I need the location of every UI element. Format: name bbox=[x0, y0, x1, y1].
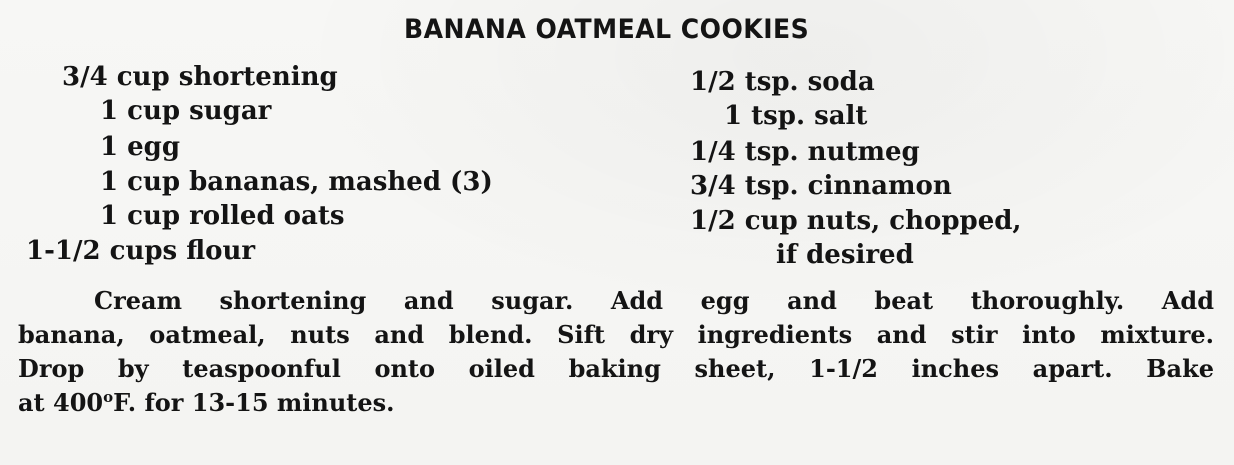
ingredient-right-1: 1/2 tsp. soda bbox=[690, 67, 875, 97]
ingredient-left-2: 1 cup sugar bbox=[100, 96, 272, 126]
recipe-title: BANANA OATMEAL COOKIES bbox=[404, 14, 810, 45]
ingredient-right-5: 1/2 cup nuts, chopped, bbox=[690, 206, 1022, 236]
method-line-3: Drop by teaspoonful onto oiled baking sheet, 1-1/2 inches apart. Bake bbox=[18, 354, 1214, 383]
ingredient-left-4: 1 cup bananas, mashed (3) bbox=[100, 167, 493, 197]
method-line-4-end: F. for 13-15 minutes. bbox=[113, 388, 395, 417]
ingredient-right-3: 1/4 tsp. nutmeg bbox=[690, 137, 920, 167]
ingredient-right-4: 3/4 tsp. cinnamon bbox=[690, 171, 952, 201]
ingredient-left-6: 1-1/2 cups flour bbox=[26, 236, 256, 266]
method-line-1: Cream shortening and sugar. Add egg and beat thoroughly. Add bbox=[94, 286, 1214, 315]
method-line-4 bbox=[18, 386, 1214, 420]
ingredient-left-1: 3/4 cup shortening bbox=[62, 62, 338, 92]
ingredient-left-3: 1 egg bbox=[100, 132, 181, 162]
ingredient-left-5: 1 cup rolled oats bbox=[100, 201, 345, 231]
method-paragraph bbox=[18, 284, 1214, 420]
ingredient-right-2: 1 tsp. salt bbox=[724, 101, 868, 131]
method-line-4-start: at 400 bbox=[18, 388, 104, 417]
degree-symbol: o bbox=[103, 388, 114, 406]
method-line-2: banana, oatmeal, nuts and blend. Sift dry ingredients and stir into mixture. bbox=[18, 320, 1214, 349]
ingredient-right-6: if desired bbox=[776, 240, 914, 270]
